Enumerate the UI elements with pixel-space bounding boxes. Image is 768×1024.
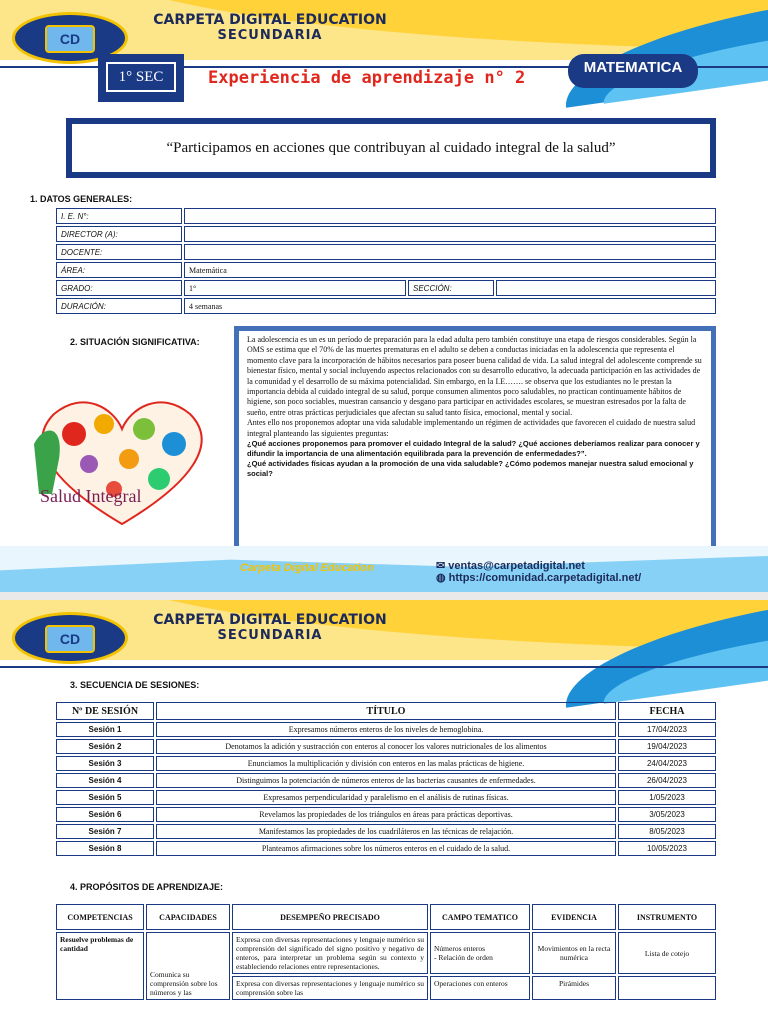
footer-email: ✉ ventas@carpetadigital.net — [436, 560, 585, 572]
desempeno-cell: Expresa con diversas representaciones y lenguaje numérico su comprensión sobre las — [232, 976, 428, 1000]
session-title: Expresamos números enteros de los niveles de hemoglobina. — [156, 722, 616, 737]
competencia-cell: Resuelve problemas de cantidad — [56, 932, 144, 1000]
column-header: CAPACIDADES — [146, 904, 230, 930]
logo-text: CD — [45, 625, 95, 653]
quote-text: “Participamos en acciones que contribuyan al cuidado integral de la salud” — [72, 124, 710, 172]
table-row — [56, 722, 716, 737]
field-value — [496, 280, 716, 296]
session-title: Denotamos la adición y sustracción con enteros al conocer los valores nutricionales de los alimentos — [156, 739, 616, 754]
page-gap — [0, 592, 768, 600]
document-page-2 — [0, 600, 768, 1024]
datos-generales-table — [54, 206, 718, 316]
column-header: INSTRUMENTO — [618, 904, 716, 930]
instrumento-cell — [618, 976, 716, 1000]
brand-logo — [12, 612, 128, 664]
brand-line1: CARPETA DIGITAL EDUCATION — [153, 612, 387, 628]
evidencia-cell: Pirámides — [532, 976, 616, 1000]
field-value: 4 semanas — [184, 298, 716, 314]
session-title: Distinguimos la potenciación de números enteros de las bacterias causantes de enfermedades. — [156, 773, 616, 788]
session-date: 17/04/2023 — [618, 722, 716, 737]
field-label: DOCENTE: — [56, 244, 182, 260]
table-row — [56, 739, 716, 754]
mail-icon: ✉ — [436, 560, 449, 572]
campo-cell: Operaciones con enteros — [430, 976, 530, 1000]
apple-icon — [62, 422, 86, 446]
session-title: Expresamos perpendicularidad y paralelismo en el análisis de rutinas físicas. — [156, 790, 616, 805]
brand-line2: SECUNDARIA — [217, 28, 323, 43]
session-date: 19/04/2023 — [618, 739, 716, 754]
column-header: FECHA — [618, 702, 716, 720]
brand-title — [140, 12, 400, 44]
field-value: 1° — [184, 280, 406, 296]
session-number: Sesión 8 — [56, 841, 154, 856]
sesiones-table — [54, 700, 718, 858]
situacion-paragraph: La adolescencia es un es un período de preparación para la edad adulta pero también constituye una etapa de riesgos considerables. Según la OMS se estima que el 70% de las muertes prematuras en el adulto se deben a conductas iniciadas en la adolescencia que representa el momento clave para la incorporación de hábitos necesarios para poseer buena calidad de vida. La salud integral del adolescente comprende su bienestar físico, mental y social incluyendo aspectos relacionados con su desarrollo educativo, la adecuada participación en las actividades de la comunidad y el desarrollo de su máxima potencialidad. Sin embargo, en la I.E……. se observa que los estudiantes no le prestan la importancia debida al cuidado integral de su salud, porque consumen alimentos poco saludables, no practican continuamente hábitos de higiene, son poco sociables, muestran cansancio y desgano para participar en actividades escolares, se muestran estresados por la falta de sueño, entre otras prácticas perjudiciales que afectan su salud tanto física, emocional, mental y social. — [247, 335, 702, 417]
footer-contact — [436, 560, 641, 584]
footer-brand: Carpeta Digital Education — [240, 562, 374, 574]
table-row — [56, 298, 716, 314]
table-row — [56, 807, 716, 822]
column-header: Nº DE SESIÓN — [56, 702, 154, 720]
person-icon — [34, 430, 60, 494]
session-number: Sesión 5 — [56, 790, 154, 805]
table-row — [56, 262, 716, 278]
session-date: 24/04/2023 — [618, 756, 716, 771]
situacion-question: ¿Qué acciones proponemos para promover el cuidado Integral de la salud? ¿Qué acciones deberíamos realizar para conocer y difundir la importancia de una alimentación equilibrada para la prevención de enfermedades?”. — [247, 439, 700, 459]
field-label: I. E. N°: — [56, 208, 182, 224]
field-value — [184, 226, 716, 242]
table-row — [56, 790, 716, 805]
secuencia-heading: 3. SECUENCIA DE SESIONES: — [70, 680, 200, 690]
footer-url: ◍ https://comunidad.carpetadigital.net/ — [436, 572, 642, 584]
situacion-paragraph: Antes ello nos proponemos adoptar una vida saludable implementando un régimen de actividades que favorecen el cuidado de nuestra salud integral planteando las siguientes preguntas: — [247, 418, 696, 438]
column-header: EVIDENCIA — [532, 904, 616, 930]
situacion-question: ¿Qué actividades físicas ayudan a la promoción de una vida saludable? ¿Cómo podemos manejar nuestra salud emocional y social? — [247, 459, 694, 479]
table-row — [56, 208, 716, 224]
session-title: Revelamos las propiedades de los triángulos en áreas para prácticas deportivas. — [156, 807, 616, 822]
fruit-icon — [94, 414, 114, 434]
propositos-table — [54, 902, 718, 1002]
situacion-text — [239, 331, 711, 557]
table-row — [56, 756, 716, 771]
session-number: Sesión 7 — [56, 824, 154, 839]
session-number: Sesión 4 — [56, 773, 154, 788]
desempeno-cell: Expresa con diversas representaciones y lenguaje numérico su comprensión del significado del signo positivo y negativo de enteros, para interpretar un problema según su contexto y estableciendo relaciones entre representaciones. — [232, 932, 428, 974]
column-header: TÍTULO — [156, 702, 616, 720]
table-row — [56, 244, 716, 260]
session-number: Sesión 1 — [56, 722, 154, 737]
session-title: Planteamos afirmaciones sobre los números enteros en el cuidado de la salud. — [156, 841, 616, 856]
field-value — [184, 208, 716, 224]
capacidad-cell: Comunica su comprensión sobre los números y las — [146, 932, 230, 1000]
header-divider — [0, 666, 768, 668]
table-header-row — [56, 702, 716, 720]
situacion-box — [234, 326, 716, 562]
situacion-heading: 2. SITUACIÓN SIGNIFICATIVA: — [70, 337, 200, 347]
grade-badge — [98, 54, 184, 102]
field-label: ÁREA: — [56, 262, 182, 278]
instrumento-cell: Lista de cotejo — [618, 932, 716, 974]
table-row — [56, 841, 716, 856]
session-date: 8/05/2023 — [618, 824, 716, 839]
subject-badge: MATEMATICA — [568, 54, 698, 88]
session-date: 10/05/2023 — [618, 841, 716, 856]
column-header: DESEMPEÑO PRECISADO — [232, 904, 428, 930]
evidencia-cell: Movimientos en la recta numérica — [532, 932, 616, 974]
session-title: Enunciamos la multiplicación y división con enteros en las malas prácticas de higiene. — [156, 756, 616, 771]
table-row — [56, 773, 716, 788]
campo-cell: Números enteros - Relación de orden — [430, 932, 530, 974]
grade-badge-text: 1° SEC — [106, 62, 176, 92]
clock-icon — [119, 449, 139, 469]
propositos-heading: 4. PROPÓSITOS DE APRENDIZAJE: — [70, 882, 224, 892]
logo-text: CD — [45, 25, 95, 53]
column-header: CAMPO TEMATICO — [430, 904, 530, 930]
table-row — [56, 226, 716, 242]
session-number: Sesión 2 — [56, 739, 154, 754]
field-label: GRADO: — [56, 280, 182, 296]
session-date: 3/05/2023 — [618, 807, 716, 822]
brand-line2: SECUNDARIA — [217, 628, 323, 643]
globe-icon: ◍ — [436, 572, 449, 584]
column-header: COMPETENCIAS — [56, 904, 144, 930]
ball-icon — [162, 432, 186, 456]
field-label: DIRECTOR (A): — [56, 226, 182, 242]
session-number: Sesión 3 — [56, 756, 154, 771]
salud-integral-illustration — [14, 384, 230, 534]
brand-title — [140, 612, 400, 644]
table-row — [56, 824, 716, 839]
session-title: Manifestamos las propiedades de los cuadriláteros en las técnicas de relajación. — [156, 824, 616, 839]
brain-icon — [80, 455, 98, 473]
brand-line1: CARPETA DIGITAL EDUCATION — [153, 12, 387, 28]
vegetable-icon — [133, 418, 155, 440]
field-value — [184, 244, 716, 260]
illustration-caption: Salud Integral — [40, 486, 142, 506]
field-label: DURACIÓN: — [56, 298, 182, 314]
bike-icon — [148, 468, 170, 490]
field-value: Matemática — [184, 262, 716, 278]
table-row — [56, 280, 716, 296]
session-date: 1/05/2023 — [618, 790, 716, 805]
experience-title: Experiencia de aprendizaje n° 2 — [208, 68, 526, 88]
session-date: 26/04/2023 — [618, 773, 716, 788]
table-row — [56, 932, 716, 974]
field-label: SECCIÓN: — [408, 280, 494, 296]
table-header-row — [56, 904, 716, 930]
session-number: Sesión 6 — [56, 807, 154, 822]
quote-box — [66, 118, 716, 178]
datos-heading: 1. DATOS GENERALES: — [30, 194, 133, 204]
